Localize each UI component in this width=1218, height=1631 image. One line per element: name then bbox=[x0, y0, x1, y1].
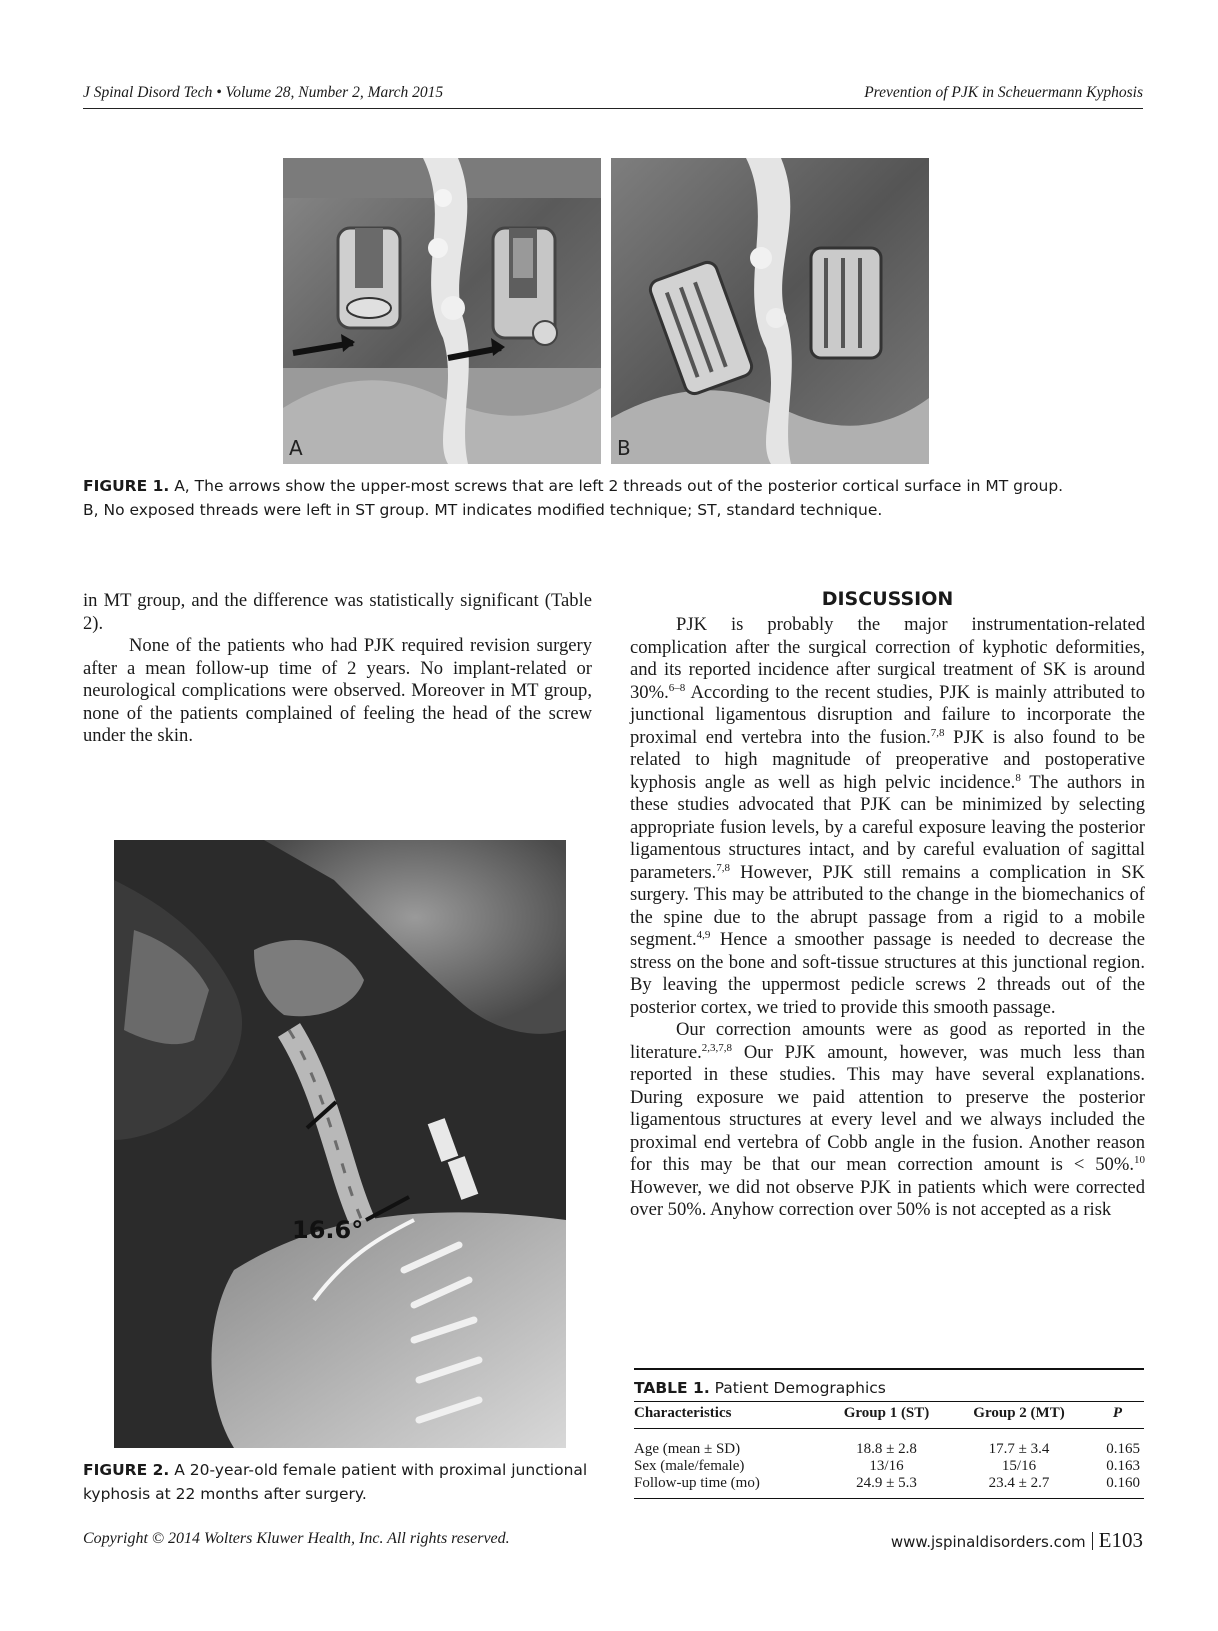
figure1-caption-line1: A, The arrows show the upper-most screws that are left 2 threads out of the posterior cortical surface in MT group. bbox=[169, 477, 1064, 495]
running-header bbox=[83, 84, 1143, 110]
header-rule bbox=[83, 108, 1143, 109]
table-header-row bbox=[634, 1402, 1144, 1429]
demographics-table bbox=[634, 1401, 1144, 1499]
column-header: Group 2 (MT) bbox=[951, 1402, 1088, 1429]
table1-title bbox=[634, 1370, 1144, 1401]
table-row: Follow-up time (mo) 24.9 ± 5.3 23.4 ± 2.7 0.160 bbox=[634, 1475, 1144, 1499]
figure1-panel-b bbox=[611, 158, 929, 464]
discussion-paragraph-2: Our correction amounts were as good as reported in the literature.$^{2,3,7,8}$ Our PJK amount, however, was much less than reported in these studies. This may have several explanations. During exposure we paid attention to preserve the posterior ligamentous structures at every level and we always included the proximal end vertebra of Cobb angle in the fusion. Another reason for this may be that our mean correction amount is < 50%.$^{10}$ However, we did not observe PJK in patients which were corrected over 50%. Anyhow correction over 50% is not accepted as a risk bbox=[630, 1019, 1145, 1220]
paragraph-complications: None of the patients who had PJK required revision surgery after a mean follow-up time of 2 years. No implant-related or neurological complications were observed. Moreover in MT group, none of the patients complained of feeling the head of the screw under the skin. bbox=[83, 635, 592, 746]
figure1-caption-line2: B, No exposed threads were left in ST group. MT indicates modified technique; ST, standard technique. bbox=[83, 501, 883, 519]
journal-citation: J Spinal Disord Tech • Volume 28, Number 2, March 2015 bbox=[83, 84, 444, 101]
table1 bbox=[634, 1368, 1144, 1499]
panel-b-label: B bbox=[617, 436, 631, 460]
copyright-notice: Copyright © 2014 Wolters Kluwer Health, Inc. All rights reserved. bbox=[83, 1530, 510, 1547]
lateral-xray bbox=[114, 840, 566, 1448]
table1-label: TABLE 1. bbox=[634, 1379, 710, 1397]
panel-a-label: A bbox=[289, 436, 303, 460]
paragraph-results-end: in MT group, and the difference was statistically significant (Table 2). bbox=[83, 590, 592, 634]
table-row: Age (mean ± SD) 18.8 ± 2.8 17.7 ± 3.4 0.165 bbox=[634, 1441, 1140, 1457]
table-row: Sex (male/female) 13/16 15/16 0.163 bbox=[634, 1458, 1140, 1474]
discussion-heading: DISCUSSION bbox=[821, 588, 954, 610]
figure2-caption-text: A 20-year-old female patient with proximal junctional kyphosis at 22 months after surgery. bbox=[83, 1461, 588, 1503]
figure1-caption-label: FIGURE 1. bbox=[83, 477, 170, 495]
figure2-radiograph bbox=[114, 840, 566, 1448]
figure1-panel-a bbox=[283, 158, 601, 464]
column-header: Group 1 (ST) bbox=[822, 1402, 950, 1429]
column-header: Characteristics bbox=[634, 1402, 822, 1429]
journal-url[interactable]: www.jspinaldisorders.com bbox=[890, 1533, 1086, 1551]
figure2-caption bbox=[83, 1458, 593, 1506]
footer-divider bbox=[1092, 1532, 1093, 1550]
discussion-text bbox=[630, 614, 1145, 1222]
surgical-photo-a bbox=[283, 158, 601, 464]
figure2-caption-label: FIGURE 2. bbox=[83, 1461, 170, 1479]
left-column-text bbox=[83, 590, 592, 748]
surgical-photo-b bbox=[611, 158, 929, 464]
article-short-title: Prevention of PJK in Scheuermann Kyphosis bbox=[864, 84, 1143, 101]
discussion-paragraph-1: PJK is probably the major instrumentation-related complication after the surgical correction of kyphotic deformities, and its reported incidence after surgical treatment of SK is around 30%.$^{6-8}$ According to the recent studies, PJK is mainly attributed to junctional ligamentous disruption and failure to incorporate the proximal end vertebra into the fusion.$^{7,8}$ PJK is also found to be related to high magnitude of preoperative and postoperative kyphosis angle as well as high pelvic incidence.$^8$ The authors in these studies advocated that PJK can be minimized by selecting appropriate fusion levels, by a careful exposure leaving the posterior ligamentous structures intact, and by careful evaluation of sagittal parameters.$^{7,8}$ However, PJK still remains a complication in SK surgery. This may be attributed to the change in the biomechanics of the spine due to the abrupt passage from a rigid to a mobile segment.$^{4,9}$ Hence a smoother passage is needed to decrease the stress on the bone and soft-tissue structures at this junctional region. By leaving the uppermost pedicle screws 2 threads out of the posterior cortex, we tried to provide this smooth passage. bbox=[630, 614, 1145, 1018]
page-footer bbox=[891, 1528, 1143, 1553]
figure1-caption bbox=[83, 474, 1148, 522]
column-header: P bbox=[1087, 1402, 1144, 1429]
kyphosis-angle-label: 16.6° bbox=[292, 1216, 364, 1244]
table1-caption: Patient Demographics bbox=[709, 1379, 886, 1397]
page-number: E103 bbox=[1098, 1528, 1143, 1552]
